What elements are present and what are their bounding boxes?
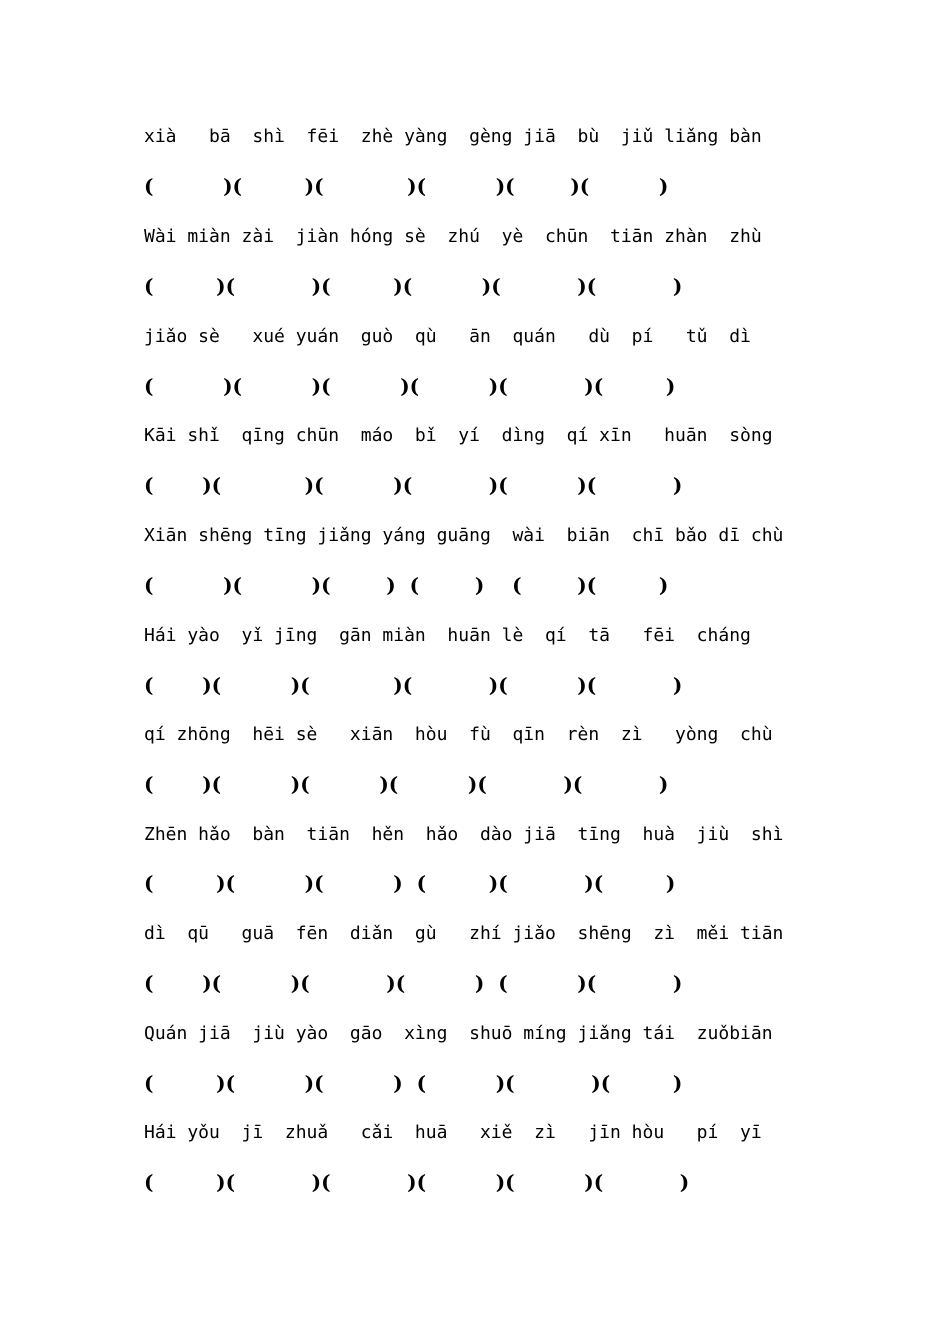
answer-blanks-row-10[interactable] <box>144 1069 810 1097</box>
answer-blanks-row-11[interactable] <box>144 1168 810 1196</box>
pinyin-row-8 <box>144 820 810 848</box>
blanks-text: ( )( )( )( )( )( ) <box>144 274 683 298</box>
answer-blanks-row-5[interactable] <box>144 571 810 599</box>
pinyin-row-11 <box>144 1118 810 1146</box>
pinyin-text: Zhēn hǎo bàn tiān hěn hǎo dào jiā tīng huà jiù shì <box>144 823 784 845</box>
pinyin-text: dì qū guā fēn diǎn gù zhí jiǎo shēng zì měi tiān <box>144 922 784 944</box>
answer-blanks-row-8[interactable] <box>144 869 810 897</box>
pinyin-text: Kāi shǐ qīng chūn máo bǐ yí dìng qí xīn huān sòng <box>144 424 773 446</box>
blanks-text: ( )( )( )( )( )( ) <box>144 673 683 697</box>
blanks-text: ( )( )( )( )( )( ) <box>144 374 676 398</box>
pinyin-text: Quán jiā jiù yào gāo xìng shuō míng jiǎng tái zuǒbiān <box>144 1022 773 1044</box>
pinyin-text: Wài miàn zài jiàn hóng sè zhú yè chūn tiān zhàn zhù <box>144 225 762 247</box>
pinyin-text: jiǎo sè xué yuán guò qù ān quán dù pí tǔ dì <box>144 325 751 347</box>
pinyin-row-7 <box>144 720 810 748</box>
pinyin-text: Hái yǒu jī zhuǎ cǎi huā xiě zì jīn hòu pí yī <box>144 1121 762 1143</box>
pinyin-text: Hái yào yǐ jīng gān miàn huān lè qí tā fēi cháng <box>144 624 751 646</box>
answer-blanks-row-6[interactable] <box>144 671 810 699</box>
blanks-text: ( )( )( )( )( )( ) <box>144 1170 690 1194</box>
pinyin-row-4 <box>144 421 810 449</box>
answer-blanks-row-2[interactable] <box>144 272 810 300</box>
pinyin-row-2 <box>144 222 810 250</box>
answer-blanks-row-7[interactable] <box>144 770 810 798</box>
pinyin-row-1 <box>144 122 810 150</box>
pinyin-text: qí zhōng hēi sè xiān hòu fù qīn rèn zì yòng chù <box>144 723 773 745</box>
pinyin-row-3 <box>144 322 810 350</box>
pinyin-row-6 <box>144 621 810 649</box>
blanks-text: ( )( )( ) ( ) ( )( ) <box>144 573 669 597</box>
blanks-text: ( )( )( ) ( )( )( ) <box>144 1071 683 1095</box>
pinyin-row-10 <box>144 1019 810 1047</box>
blanks-text: ( )( )( )( )( )( ) <box>144 174 669 198</box>
answer-blanks-row-1[interactable] <box>144 172 810 200</box>
answer-blanks-row-4[interactable] <box>144 471 810 499</box>
blanks-text: ( )( )( ) ( )( )( ) <box>144 871 676 895</box>
pinyin-row-9 <box>144 919 810 947</box>
blanks-text: ( )( )( )( ) ( )( ) <box>144 971 683 995</box>
answer-blanks-row-3[interactable] <box>144 372 810 400</box>
pinyin-row-5 <box>144 521 810 549</box>
pinyin-text: xià bā shì fēi zhè yàng gèng jiā bù jiǔ liǎng bàn <box>144 125 762 147</box>
answer-blanks-row-9[interactable] <box>144 969 810 997</box>
blanks-text: ( )( )( )( )( )( ) <box>144 473 683 497</box>
blanks-text: ( )( )( )( )( )( ) <box>144 772 669 796</box>
pinyin-text: Xiān shēng tīng jiǎng yáng guāng wài biān chī bǎo dī chù <box>144 524 784 546</box>
